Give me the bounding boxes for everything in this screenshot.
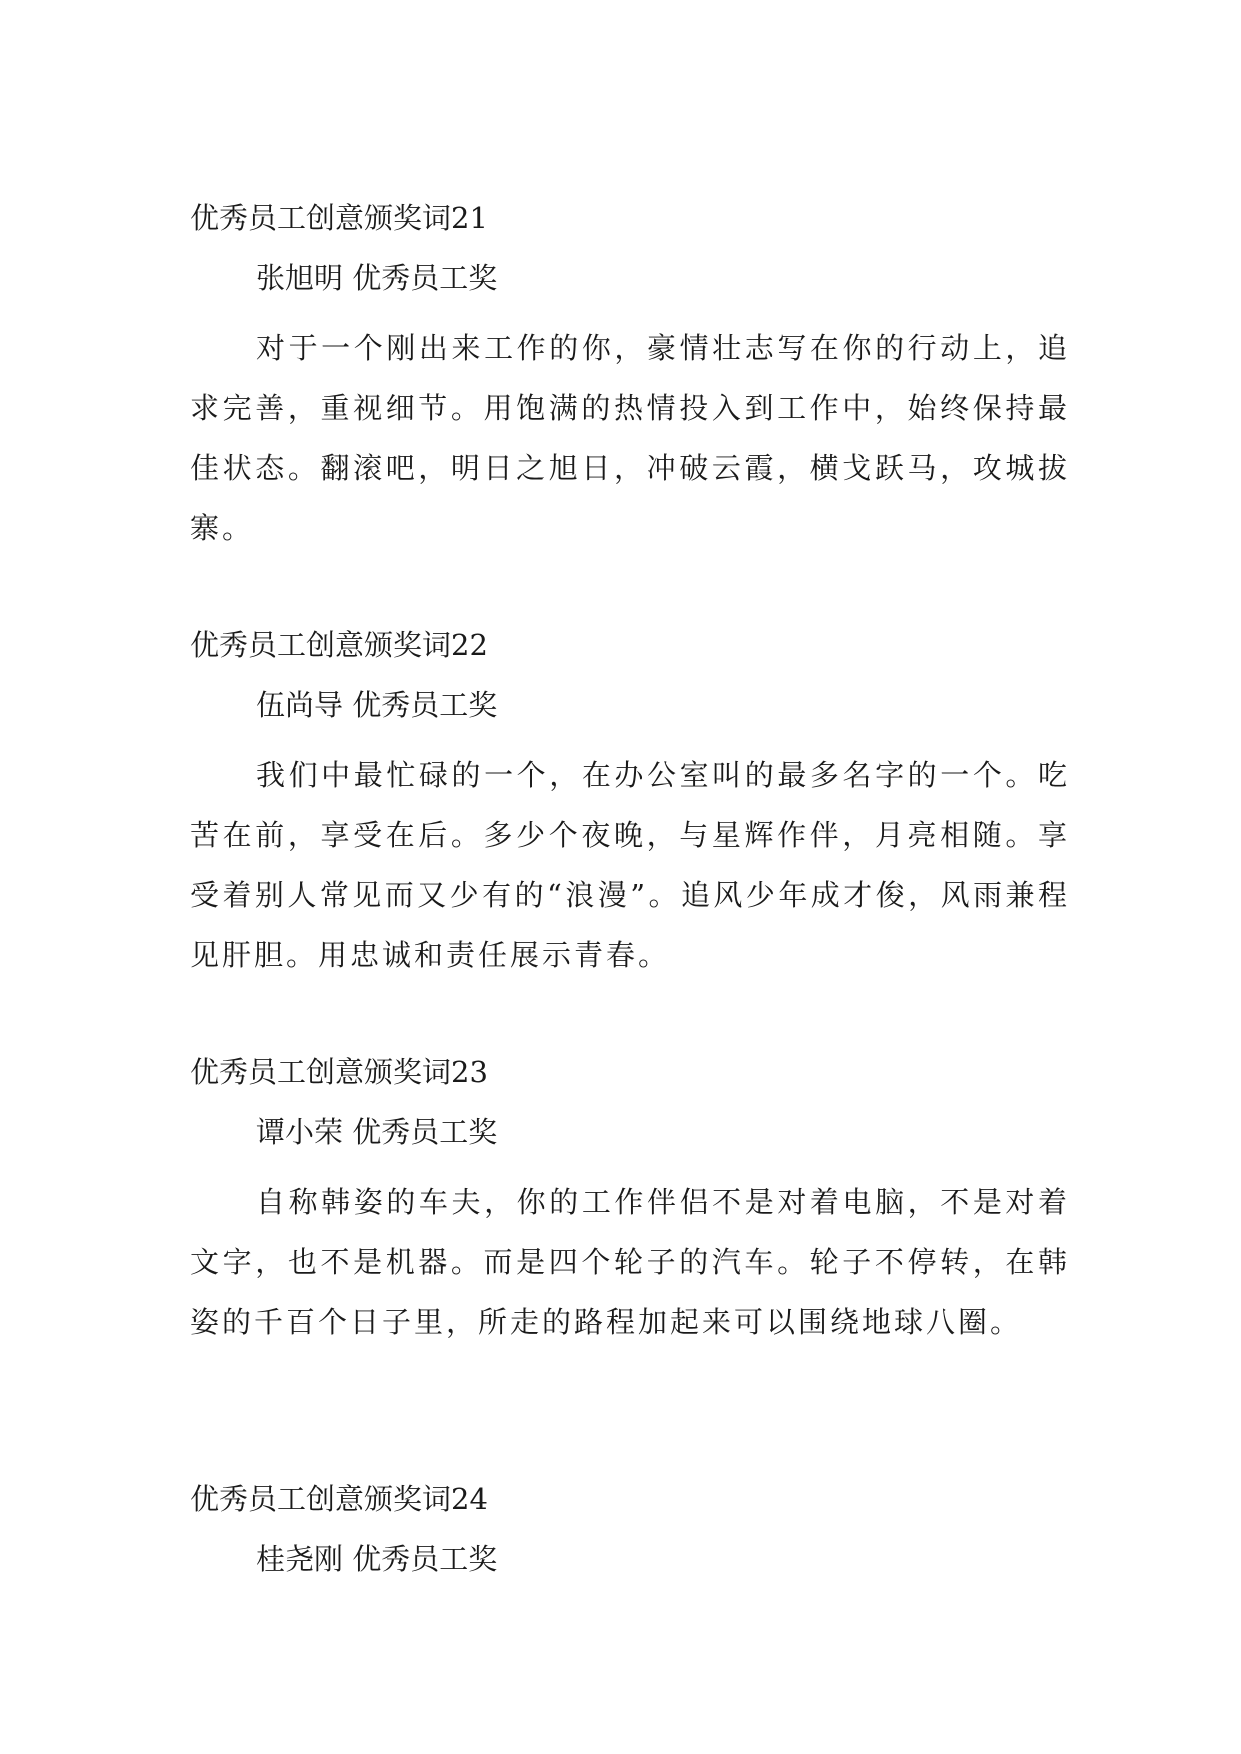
section-heading: 优秀员工创意颁奖词21 <box>190 201 488 235</box>
awardee-name-line: 谭小荣 优秀员工奖 <box>256 1115 498 1149</box>
award-section-23 <box>190 1052 1070 1352</box>
section-heading: 优秀员工创意颁奖词23 <box>190 1055 488 1089</box>
awardee-name-line: 伍尚导 优秀员工奖 <box>256 688 498 722</box>
award-section-24 <box>190 1479 1070 1579</box>
award-section-22 <box>190 625 1070 985</box>
award-citation-paragraph: 我们中最忙碌的一个，在办公室叫的最多名字的一个。吃苦在前，享受在后。多少个夜晚，与星辉作伴，月亮相随。享受着别人常见而又少有的“浪漫”。追风少年成才俊，风雨兼程见肝胆。用忠诚和责任展示青春。 <box>190 758 1070 972</box>
award-citation-paragraph: 对于一个刚出来工作的你，豪情壮志写在你的行动上，追求完善，重视细节。用饱满的热情投入到工作中，始终保持最佳状态。翻滚吧，明日之旭日，冲破云霞，横戈跃马，攻城拔寨。 <box>190 331 1070 545</box>
section-heading: 优秀员工创意颁奖词22 <box>190 628 488 662</box>
award-section-21 <box>190 198 1070 558</box>
awardee-name-line: 桂尧刚 优秀员工奖 <box>256 1542 498 1576</box>
award-citation-paragraph: 自称韩姿的车夫，你的工作伴侣不是对着电脑，不是对着文字，也不是机器。而是四个轮子的汽车。轮子不停转，在韩姿的千百个日子里，所走的路程加起来可以围绕地球八圈。 <box>190 1185 1070 1339</box>
awardee-name-line: 张旭明 优秀员工奖 <box>256 261 498 295</box>
section-heading: 优秀员工创意颁奖词24 <box>190 1482 488 1516</box>
